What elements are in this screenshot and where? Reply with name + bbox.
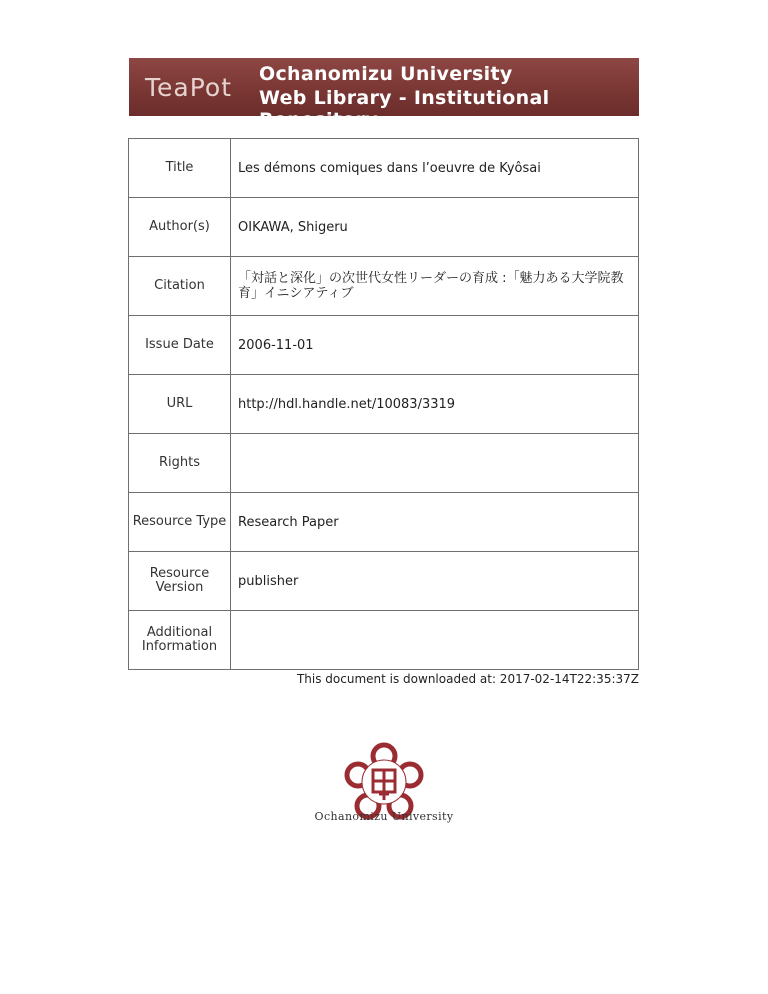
metadata-row-additional-info [129,611,639,670]
authors-label: Author(s) [129,198,231,257]
download-timestamp: This document is downloaded at: 2017-02-14T22:35:37Z [296,672,639,686]
metadata-row-url [129,375,639,434]
metadata-row-citation [129,257,639,316]
issue-date-label: Issue Date [129,316,231,375]
additional-info-value [231,611,639,670]
title-label: Title [129,139,231,198]
banner-repository-title: Web Library - Institutional Repository [259,87,550,131]
resource-type-value: Research Paper [231,493,639,552]
additional-info-label: Additional Information [129,611,231,670]
university-name: Ochanomizu University [314,810,454,823]
teapot-logo: TeaPot [145,73,233,102]
resource-type-label: Resource Type [129,493,231,552]
authors-value: OIKAWA, Shigeru [231,198,639,257]
metadata-row-rights [129,434,639,493]
url-label: URL [129,375,231,434]
metadata-row-resource-version [129,552,639,611]
citation-value: 「対話と深化」の次世代女性リーダーの育成 :「魅力ある大学院教育」イニシアティブ [231,257,639,316]
resource-version-label: Resource Version [129,552,231,611]
rights-label: Rights [129,434,231,493]
metadata-table [128,138,639,670]
metadata-row-title [129,139,639,198]
citation-label: Citation [129,257,231,316]
title-value: Les démons comiques dans l’oeuvre de Kyôsai [231,139,639,198]
metadata-row-authors [129,198,639,257]
metadata-row-issue-date [129,316,639,375]
metadata-row-resource-type [129,493,639,552]
resource-version-value: publisher [231,552,639,611]
repository-banner [129,58,639,131]
rights-value [231,434,639,493]
banner-university-title: Ochanomizu University [259,63,513,85]
issue-date-value: 2006-11-01 [231,316,639,375]
url-link[interactable]: http://hdl.handle.net/10083/3319 [231,375,639,434]
